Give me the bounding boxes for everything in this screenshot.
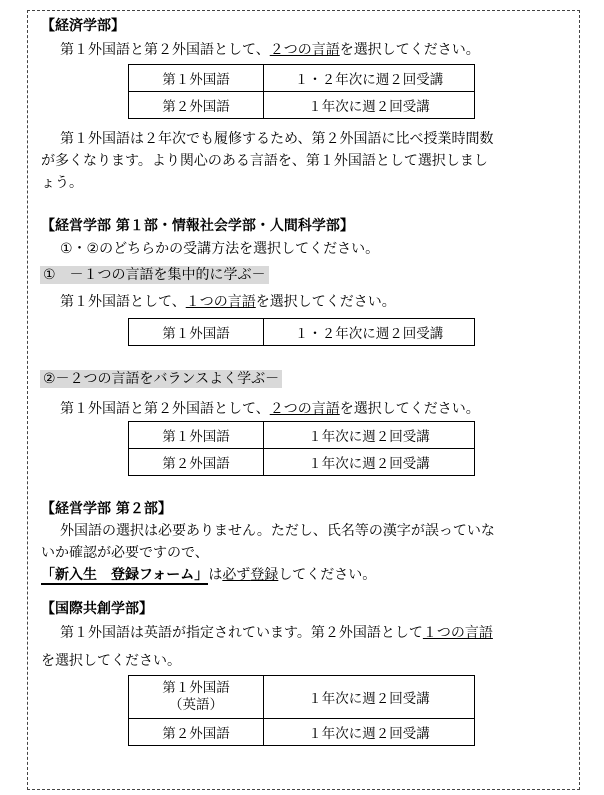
option1-desc-emphasis: １つの言語: [185, 294, 256, 310]
international-heading: 【国際共創学部】: [41, 601, 153, 617]
table-row: [129, 92, 475, 119]
business1-heading: 【経営学部 第１部・情報社会学部・人間科学部】: [41, 218, 354, 234]
business2-line3: [41, 566, 376, 584]
economics-intro-emphasis: ２つの言語: [269, 42, 340, 58]
economics-heading: 【経済学部】: [41, 18, 125, 34]
table-row: [129, 422, 475, 449]
table-row: [129, 719, 475, 746]
table-cell-value: １年次に週２回受講: [264, 676, 475, 719]
option1-desc-text: 第１外国語として、: [60, 294, 186, 310]
table-cell-label: 第２外国語: [129, 92, 264, 119]
economics-note-line3: ょう。: [41, 175, 83, 191]
table-row: [129, 65, 475, 92]
table-cell-label: 第１外国語: [129, 65, 264, 92]
international-line1-emphasis: １つの言語: [422, 625, 493, 641]
table-cell-label: 第１外国語: [129, 422, 264, 449]
international-line1: [60, 624, 493, 642]
table-cell-label: 第２外国語: [129, 449, 264, 476]
business2-line3-text: は: [208, 567, 223, 583]
economics-note-line1: 第１外国語は２年次でも履修するため、第２外国語に比べ授業時間数: [60, 131, 494, 147]
economics-intro-text-end: を選択してください。: [339, 42, 480, 58]
table-cell-value: １年次に週２回受講: [264, 422, 475, 449]
table-cell-label-sub: （英語）: [169, 697, 223, 713]
table-cell-value: １年次に週２回受講: [264, 92, 475, 119]
business2-register-emphasis: 登録: [250, 567, 279, 583]
option2-title: ②－２つの言語をバランスよく学ぶ－: [40, 370, 282, 388]
option2-table: [128, 421, 475, 476]
international-line1-text: 第１外国語は英語が指定されています。第２外国語として: [60, 625, 423, 641]
economics-intro: [60, 41, 480, 59]
table-cell-value: １・２年次に週２回受講: [264, 65, 475, 92]
table-row: [129, 676, 475, 719]
table-cell-value: １年次に週２回受講: [264, 719, 475, 746]
table-cell-label: 第１外国語: [129, 319, 264, 346]
option1-desc: [60, 293, 396, 311]
business2-line1: 外国語の選択は必要ありません。ただし、氏名等の漢字が誤っていな: [60, 523, 495, 539]
business2-line3-text-end: してください。: [278, 567, 377, 583]
international-line2: を選択してください。: [41, 653, 181, 669]
economics-note-line2: が多くなります。より関心のある言語を、第１外国語として選択しまし: [41, 153, 488, 169]
option2-desc: [60, 400, 480, 418]
table-row: [129, 449, 475, 476]
option2-desc-text-end: を選択してください。: [339, 401, 480, 417]
business2-must-emphasis: 必ず: [222, 567, 251, 583]
table-cell-label-main: 第１外国語: [162, 680, 230, 696]
registration-form-name: 「新入生 登録フォーム」: [41, 567, 209, 583]
table-cell-label: 第２外国語: [129, 719, 264, 746]
option2-desc-text: 第１外国語と第２外国語として、: [60, 401, 270, 417]
table-cell-label: [129, 676, 264, 719]
table-cell-value: １年次に週２回受講: [264, 449, 475, 476]
business1-intro: ①・②のどちらかの受講方法を選択してください。: [60, 241, 380, 257]
option1-desc-text-end: を選択してください。: [255, 294, 396, 310]
economics-intro-text: 第１外国語と第２外国語として、: [60, 42, 270, 58]
business2-heading: 【経営学部 第２部】: [41, 501, 172, 517]
economics-table: [128, 64, 475, 119]
table-cell-value: １・２年次に週２回受講: [264, 319, 475, 346]
option1-table: [128, 318, 475, 346]
table-row: [129, 319, 475, 346]
option1-title: ① －１つの言語を集中的に学ぶ－: [40, 266, 269, 284]
option2-desc-emphasis: ２つの言語: [269, 401, 340, 417]
business2-line2: いか確認が必要ですので、: [41, 545, 209, 561]
international-table: [128, 675, 475, 746]
